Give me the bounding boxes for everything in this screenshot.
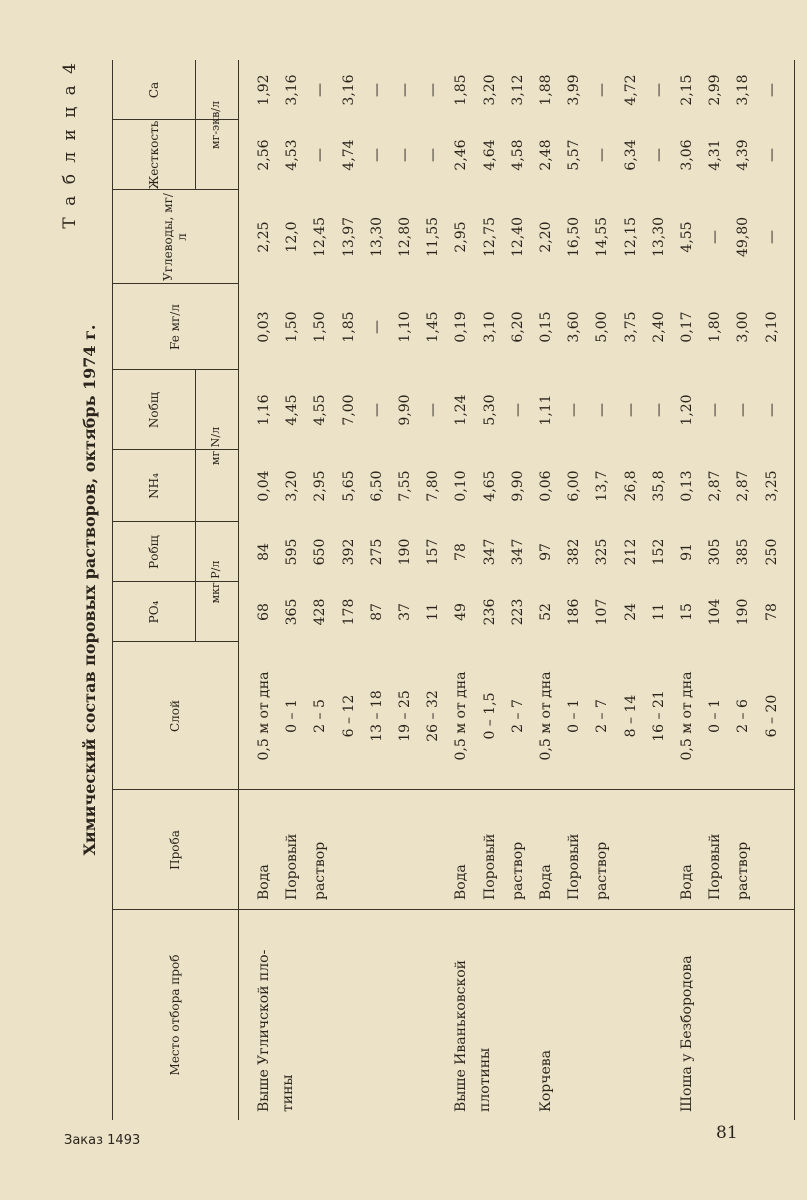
- value-cell-fe: 1,50: [284, 311, 301, 343]
- layer-cell: 13 – 18: [368, 690, 385, 742]
- value-cell-nh4: 0,10: [453, 470, 470, 502]
- value-cell-nh4: 9,90: [509, 470, 526, 502]
- value-cell-fe: 0,17: [679, 311, 695, 343]
- value-cell-carb: 13,30: [368, 216, 385, 258]
- value-cell-ca: —: [397, 83, 413, 97]
- value-cell-hard: —: [650, 148, 667, 162]
- value-cell-n: —: [425, 403, 442, 417]
- layer-cell: 0,5 м от дна: [256, 671, 272, 761]
- value-cell-carb: 12,0: [284, 221, 301, 253]
- value-cell-hard: —: [594, 148, 611, 162]
- sampling-place: Выше Угличской пло-: [256, 949, 272, 1112]
- value-cell-carb: —: [707, 230, 724, 244]
- value-cell-carb: —: [763, 230, 780, 244]
- probe-cell: Вода: [256, 864, 272, 900]
- value-cell-nh4: 4,65: [481, 470, 498, 502]
- value-cell-fe: 5,00: [594, 311, 611, 343]
- value-cell-po4: 223: [509, 598, 526, 626]
- value-cell-p: 91: [679, 543, 695, 561]
- value-cell-nh4: 2,87: [707, 470, 724, 502]
- value-cell-carb: 13,30: [650, 216, 667, 258]
- sampling-place: Выше Иваньковской: [453, 960, 470, 1112]
- probe-cell: [391, 794, 419, 900]
- value-cell-po4: 178: [340, 598, 357, 626]
- value-cell-hard: 4,58: [509, 139, 526, 171]
- value-cell-n: —: [566, 403, 583, 417]
- value-cell-n: 7,00: [340, 394, 357, 426]
- value-cell-nh4: 6,50: [368, 470, 385, 502]
- probe-cell: [758, 794, 786, 900]
- value-cell-carb: 2,25: [256, 221, 272, 253]
- value-cell-fe: 3,75: [622, 311, 639, 343]
- value-cell-ca: 4,72: [622, 74, 639, 106]
- column-header-nh4: NH₄: [146, 473, 161, 499]
- probe-cell: [617, 794, 645, 900]
- sampling-place: тины: [280, 1074, 296, 1112]
- probe-cell: Поровый: [707, 833, 724, 900]
- value-cell-carb: 12,45: [312, 216, 329, 258]
- column-header-p-total: Pобщ: [146, 535, 161, 569]
- unit-label-mg-n: мг N/л: [209, 426, 222, 466]
- value-cell-nh4: 35,8: [650, 470, 667, 502]
- value-cell-po4: 49: [453, 603, 470, 621]
- value-cell-p: 78: [453, 543, 470, 561]
- value-cell-carb: 12,40: [509, 216, 526, 258]
- table-title: Химический состав поровых растворов, октябрь 1974 г.: [80, 324, 99, 856]
- value-cell-nh4: 0,13: [679, 470, 695, 502]
- value-cell-po4: 107: [594, 598, 611, 626]
- probe-cell: [335, 794, 363, 900]
- value-cell-hard: 4,64: [481, 139, 498, 171]
- value-cell-n: —: [707, 403, 724, 417]
- value-cell-hard: 6,34: [622, 139, 639, 171]
- column-header-hard: Жесткость: [146, 120, 161, 190]
- probe-cell: раствор: [312, 841, 329, 900]
- value-cell-p: 250: [763, 538, 780, 566]
- value-cell-n: —: [650, 403, 667, 417]
- value-cell-ca: 3,99: [566, 74, 583, 106]
- value-cell-po4: 68: [256, 603, 272, 621]
- value-cell-fe: 3,10: [481, 311, 498, 343]
- value-cell-carb: 12,75: [481, 216, 498, 258]
- value-cell-ca: 2,15: [679, 74, 695, 106]
- value-cell-p: 190: [397, 538, 413, 566]
- table-bottom-rule: [794, 60, 795, 1120]
- value-cell-nh4: 7,80: [425, 470, 442, 502]
- layer-cell: 0,5 м от дна: [679, 671, 695, 761]
- value-cell-po4: 15: [679, 603, 695, 621]
- value-cell-ca: —: [594, 83, 611, 97]
- layer-cell: 0 – 1: [284, 699, 301, 733]
- value-cell-fe: 6,20: [509, 311, 526, 343]
- value-cell-fe: 3,60: [566, 311, 583, 343]
- rotated-table-area: [60, 60, 800, 1120]
- value-cell-p: 305: [707, 538, 724, 566]
- column-divider: [112, 909, 238, 910]
- value-cell-p: 325: [594, 538, 611, 566]
- value-cell-ca: 1,85: [453, 74, 470, 106]
- probe-cell: раствор: [735, 841, 752, 900]
- value-cell-ca: —: [425, 83, 442, 97]
- value-cell-po4: 87: [368, 603, 385, 621]
- order-note: Заказ 1493: [64, 1133, 141, 1148]
- unit-rule: [195, 370, 196, 522]
- value-cell-carb: 14,55: [594, 216, 611, 258]
- value-cell-nh4: 5,65: [340, 470, 357, 502]
- probe-cell: Вода: [453, 864, 470, 900]
- value-cell-nh4: 3,20: [284, 470, 301, 502]
- value-cell-hard: 2,46: [453, 139, 470, 171]
- value-cell-p: 392: [340, 538, 357, 566]
- value-cell-hard: 3,06: [679, 139, 695, 171]
- value-cell-n: 1,20: [679, 394, 695, 426]
- value-cell-carb: 49,80: [735, 216, 752, 258]
- layer-cell: 2 – 5: [312, 699, 329, 733]
- value-cell-hard: —: [397, 148, 413, 162]
- value-cell-p: 382: [566, 538, 583, 566]
- column-header-po4: PO₄: [146, 600, 161, 624]
- unit-label-mkg-p: мкг P/л: [209, 560, 222, 604]
- sampling-place: Шоша у Безбородова: [679, 955, 695, 1112]
- layer-cell: 0,5 м от дна: [538, 671, 554, 761]
- value-cell-fe: 0,19: [453, 311, 470, 343]
- value-cell-nh4: 2,95: [312, 470, 329, 502]
- value-cell-po4: 24: [622, 603, 639, 621]
- layer-cell: 2 – 7: [594, 699, 611, 733]
- value-cell-n: —: [735, 403, 752, 417]
- layer-cell: 0 – 1,5: [481, 692, 498, 740]
- probe-cell: [363, 794, 391, 900]
- value-cell-fe: 3,00: [735, 311, 752, 343]
- body-divider: [238, 909, 794, 910]
- value-cell-hard: 2,56: [256, 139, 272, 171]
- value-cell-ca: —: [763, 83, 780, 97]
- value-cell-po4: 11: [650, 603, 667, 621]
- value-cell-p: 347: [481, 538, 498, 566]
- value-cell-po4: 104: [707, 598, 724, 626]
- value-cell-carb: 4,55: [679, 221, 695, 253]
- value-cell-nh4: 2,87: [735, 470, 752, 502]
- sampling-place: плотины: [477, 1047, 494, 1112]
- value-cell-carb: 12,80: [397, 216, 413, 258]
- value-cell-p: 84: [256, 543, 272, 561]
- probe-cell: раствор: [594, 841, 611, 900]
- layer-cell: 2 – 7: [509, 699, 526, 733]
- value-cell-p: 650: [312, 538, 329, 566]
- value-cell-p: 595: [284, 538, 301, 566]
- value-cell-p: 157: [425, 538, 442, 566]
- header-bottom-rule: [238, 60, 239, 1120]
- value-cell-n: 4,45: [284, 394, 301, 426]
- value-cell-n: 9,90: [397, 394, 413, 426]
- layer-cell: 0,5 м от дна: [453, 671, 470, 761]
- value-cell-po4: 190: [735, 598, 752, 626]
- value-cell-fe: —: [368, 320, 385, 334]
- value-cell-n: —: [509, 403, 526, 417]
- table-top-rule: [112, 60, 113, 1120]
- value-cell-po4: 37: [397, 603, 413, 621]
- probe-cell: Поровый: [284, 833, 301, 900]
- value-cell-carb: 2,95: [453, 221, 470, 253]
- probe-cell: [419, 794, 447, 900]
- value-cell-ca: 3,16: [284, 74, 301, 106]
- value-cell-ca: —: [368, 83, 385, 97]
- value-cell-hard: 4,39: [735, 139, 752, 171]
- value-cell-po4: 78: [763, 603, 780, 621]
- value-cell-hard: 4,53: [284, 139, 301, 171]
- value-cell-carb: 12,15: [622, 216, 639, 258]
- value-cell-n: —: [594, 403, 611, 417]
- value-cell-p: 385: [735, 538, 752, 566]
- value-cell-n: 4,55: [312, 394, 329, 426]
- value-cell-fe: 1,80: [707, 311, 724, 343]
- value-cell-ca: 3,16: [340, 74, 357, 106]
- column-header-place: Место отбора проб: [168, 954, 182, 1076]
- value-cell-nh4: 7,55: [397, 470, 413, 502]
- layer-cell: 26 – 32: [425, 690, 442, 742]
- value-cell-nh4: 6,00: [566, 470, 583, 502]
- probe-cell: Поровый: [481, 833, 498, 900]
- value-cell-hard: 2,48: [538, 139, 554, 171]
- value-cell-fe: 0,15: [538, 311, 554, 343]
- value-cell-fe: 1,10: [397, 311, 413, 343]
- value-cell-n: —: [622, 403, 639, 417]
- value-cell-hard: 5,57: [566, 139, 583, 171]
- value-cell-nh4: 26,8: [622, 470, 639, 502]
- value-cell-hard: 4,31: [707, 139, 724, 171]
- page-number: 81: [716, 1123, 738, 1143]
- layer-cell: 6 – 12: [340, 694, 357, 738]
- layer-cell: 16 – 21: [650, 690, 667, 742]
- unit-rule: [195, 522, 196, 642]
- probe-cell: Вода: [679, 864, 695, 900]
- value-cell-hard: 4,74: [340, 139, 357, 171]
- value-cell-po4: 186: [566, 598, 583, 626]
- value-cell-carb: 11,55: [425, 216, 442, 258]
- value-cell-ca: —: [650, 83, 667, 97]
- layer-cell: 6 – 20: [763, 694, 780, 738]
- value-cell-ca: 3,12: [509, 74, 526, 106]
- value-cell-hard: —: [425, 148, 442, 162]
- value-cell-nh4: 13,7: [594, 470, 611, 502]
- value-cell-nh4: 0,04: [256, 470, 272, 502]
- value-cell-n: —: [763, 403, 780, 417]
- value-cell-carb: 2,20: [538, 221, 554, 253]
- value-cell-fe: 1,50: [312, 311, 329, 343]
- value-cell-hard: —: [312, 148, 329, 162]
- value-cell-nh4: 0,06: [538, 470, 554, 502]
- value-cell-p: 275: [368, 538, 385, 566]
- value-cell-fe: 1,45: [425, 311, 442, 343]
- value-cell-n: 5,30: [481, 394, 498, 426]
- value-cell-hard: —: [763, 148, 780, 162]
- layer-cell: 0 – 1: [707, 699, 724, 733]
- value-cell-ca: 1,92: [256, 74, 272, 106]
- value-cell-n: —: [368, 403, 385, 417]
- probe-cell: Поровый: [566, 833, 583, 900]
- value-cell-po4: 11: [425, 603, 442, 621]
- value-cell-nh4: 3,25: [763, 470, 780, 502]
- value-cell-carb: 16,50: [566, 216, 583, 258]
- value-cell-fe: 1,85: [340, 311, 357, 343]
- column-divider: [112, 789, 238, 790]
- unit-rule: [195, 60, 196, 190]
- layer-cell: 8 – 14: [622, 694, 639, 738]
- column-header-fe: Fe мг/л: [168, 304, 182, 350]
- value-cell-n: 1,24: [453, 394, 470, 426]
- column-header-carb: Углеводы, мг/л: [161, 193, 189, 281]
- value-cell-ca: 1,88: [538, 74, 554, 106]
- value-cell-ca: —: [312, 83, 329, 97]
- column-header-layer: Слой: [168, 699, 182, 733]
- layer-cell: 2 – 6: [735, 699, 752, 733]
- value-cell-n: 1,11: [538, 394, 554, 426]
- value-cell-hard: —: [368, 148, 385, 162]
- value-cell-po4: 428: [312, 598, 329, 626]
- layer-cell: 0 – 1: [566, 699, 583, 733]
- table-label: Т а б л и ц а 4: [60, 60, 80, 229]
- column-header-probe: Проба: [168, 830, 182, 870]
- value-cell-ca: 3,20: [481, 74, 498, 106]
- column-header-n-total: Nобщ: [146, 391, 161, 429]
- value-cell-ca: 2,99: [707, 74, 724, 106]
- value-cell-po4: 52: [538, 603, 554, 621]
- column-header-ca: Ca: [146, 81, 161, 99]
- value-cell-carb: 13,97: [340, 216, 357, 258]
- unit-label-mg-eq: мг-экв/л: [209, 101, 222, 149]
- layer-cell: 19 – 25: [397, 690, 413, 742]
- value-cell-fe: 2,10: [763, 311, 780, 343]
- value-cell-po4: 236: [481, 598, 498, 626]
- value-cell-p: 152: [650, 538, 667, 566]
- value-cell-ca: 3,18: [735, 74, 752, 106]
- value-cell-n: 1,16: [256, 394, 272, 426]
- column-divider: [112, 283, 238, 284]
- value-cell-fe: 0,03: [256, 311, 272, 343]
- value-cell-p: 347: [509, 538, 526, 566]
- probe-cell: раствор: [509, 841, 526, 900]
- probe-cell: Вода: [538, 864, 554, 900]
- value-cell-p: 97: [538, 543, 554, 561]
- value-cell-p: 212: [622, 538, 639, 566]
- sampling-place: Корчева: [538, 1050, 554, 1112]
- probe-cell: [645, 794, 673, 900]
- value-cell-fe: 2,40: [650, 311, 667, 343]
- value-cell-po4: 365: [284, 598, 301, 626]
